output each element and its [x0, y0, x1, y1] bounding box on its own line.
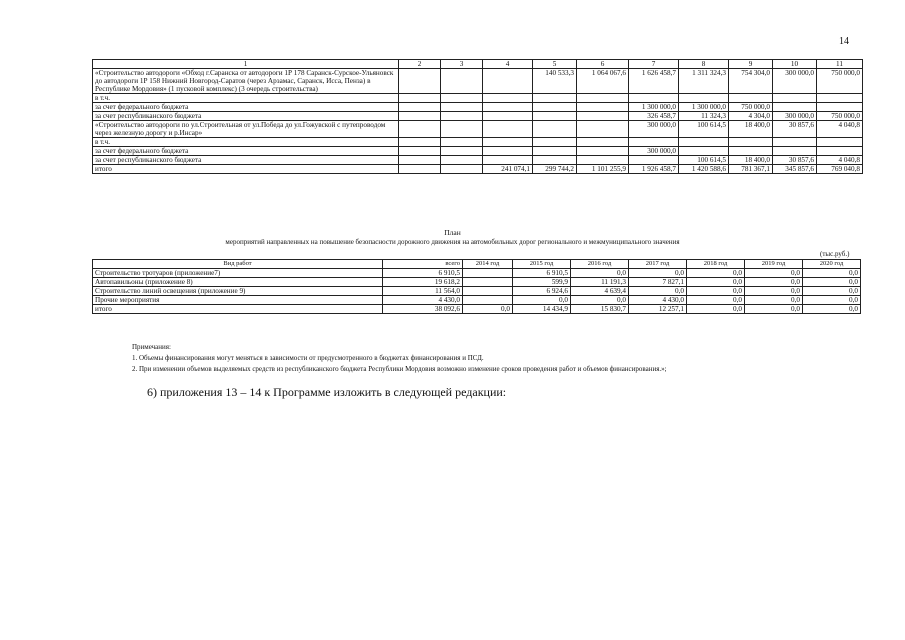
header-cell: 6 [577, 60, 629, 69]
value-cell [629, 138, 679, 147]
value-cell [399, 138, 441, 147]
value-cell [773, 94, 817, 103]
header-cell: 2020 год [803, 260, 861, 269]
header-cell: Вид работ [93, 260, 383, 269]
value-cell: 750 000,0 [729, 103, 773, 112]
value-cell [483, 138, 533, 147]
value-cell [817, 138, 863, 147]
plan-table [92, 259, 861, 314]
value-cell [679, 94, 729, 103]
value-cell: 7 827,1 [629, 278, 687, 287]
header-cell: 4 [483, 60, 533, 69]
value-cell: 140 533,3 [533, 69, 577, 94]
value-cell: 0,0 [687, 278, 745, 287]
note-item: 1. Объемы финансирования могут меняться в зависимости от предусмотренного в бюджетах финансирования и ПСД. [132, 354, 484, 362]
header-cell: 5 [533, 60, 577, 69]
financing-table [92, 59, 863, 174]
value-cell [483, 69, 533, 94]
value-cell: 0,0 [803, 269, 861, 278]
value-cell: 750 000,0 [817, 112, 863, 121]
row-label: Строительство линий освещения (приложение 9) [93, 287, 383, 296]
value-cell: 781 367,1 [729, 165, 773, 174]
value-cell: 0,0 [629, 287, 687, 296]
value-cell: 1 300 000,0 [679, 103, 729, 112]
value-cell: 599,9 [513, 278, 571, 287]
row-label: итого [93, 165, 399, 174]
value-cell [399, 147, 441, 156]
value-cell [399, 103, 441, 112]
value-cell: 1 926 458,7 [629, 165, 679, 174]
value-cell: 15 830,7 [571, 305, 629, 314]
value-cell: 754 304,0 [729, 69, 773, 94]
value-cell: 4 430,0 [383, 296, 463, 305]
value-cell: 0,0 [463, 305, 513, 314]
value-cell: 0,0 [803, 278, 861, 287]
value-cell [441, 103, 483, 112]
value-cell: 1 064 067,6 [577, 69, 629, 94]
table-row [93, 305, 861, 314]
value-cell [577, 121, 629, 138]
value-cell [577, 94, 629, 103]
value-cell [533, 138, 577, 147]
value-cell: 1 420 588,6 [679, 165, 729, 174]
value-cell: 345 857,6 [773, 165, 817, 174]
value-cell: 100 614,5 [679, 121, 729, 138]
value-cell [577, 147, 629, 156]
value-cell [483, 156, 533, 165]
value-cell [773, 103, 817, 112]
value-cell: 0,0 [687, 305, 745, 314]
table-row [93, 103, 863, 112]
row-label: Прочие мероприятия [93, 296, 383, 305]
value-cell: 1 626 458,7 [629, 69, 679, 94]
value-cell: 300 000,0 [629, 147, 679, 156]
value-cell: 0,0 [803, 305, 861, 314]
value-cell: 4 430,0 [629, 296, 687, 305]
value-cell [399, 121, 441, 138]
value-cell: 326 458,7 [629, 112, 679, 121]
row-label: Строительство тротуаров (приложение7) [93, 269, 383, 278]
value-cell: 0,0 [745, 287, 803, 296]
value-cell [679, 147, 729, 156]
value-cell [729, 147, 773, 156]
value-cell: 0,0 [687, 287, 745, 296]
value-cell [577, 138, 629, 147]
value-cell [483, 121, 533, 138]
notes-heading: Примечания: [132, 343, 171, 351]
value-cell: 0,0 [687, 269, 745, 278]
value-cell [441, 112, 483, 121]
value-cell [533, 94, 577, 103]
row-label: за счет республиканского бюджета [93, 156, 399, 165]
table-row [93, 165, 863, 174]
table-row [93, 156, 863, 165]
value-cell: 299 744,2 [533, 165, 577, 174]
value-cell [463, 296, 513, 305]
value-cell: 18 400,0 [729, 121, 773, 138]
row-label: «Строительство автодороги по ул.Строительная от ул.Победа до ул.Гожувской с путепроводом через железную дорогу и р.Инсар» [93, 121, 399, 138]
value-cell: 4 639,4 [571, 287, 629, 296]
value-cell [773, 138, 817, 147]
header-cell: всего [383, 260, 463, 269]
value-cell: 0,0 [803, 287, 861, 296]
value-cell: 4 040,8 [817, 156, 863, 165]
header-cell: 11 [817, 60, 863, 69]
value-cell: 300 000,0 [773, 69, 817, 94]
value-cell [483, 112, 533, 121]
table-row [93, 147, 863, 156]
value-cell [577, 112, 629, 121]
value-cell: 0,0 [803, 296, 861, 305]
value-cell: 19 618,2 [383, 278, 463, 287]
header-cell: 2016 год [571, 260, 629, 269]
value-cell [441, 156, 483, 165]
value-cell: 100 614,5 [679, 156, 729, 165]
row-label: в т.ч. [93, 138, 399, 147]
value-cell [679, 138, 729, 147]
value-cell: 1 311 324,3 [679, 69, 729, 94]
value-cell [441, 94, 483, 103]
row-label: итого [93, 305, 383, 314]
table-row [93, 287, 861, 296]
row-label: за счет федерального бюджета [93, 103, 399, 112]
value-cell: 11 191,3 [571, 278, 629, 287]
value-cell: 300 000,0 [773, 112, 817, 121]
value-cell [729, 94, 773, 103]
value-cell: 1 101 255,9 [577, 165, 629, 174]
row-label: за счет федерального бюджета [93, 147, 399, 156]
value-cell [463, 287, 513, 296]
value-cell [463, 278, 513, 287]
value-cell: 11 324,3 [679, 112, 729, 121]
value-cell [441, 147, 483, 156]
header-cell: 10 [773, 60, 817, 69]
table-row [93, 121, 863, 138]
value-cell [629, 94, 679, 103]
value-cell [629, 156, 679, 165]
value-cell: 4 304,0 [729, 112, 773, 121]
header-cell: 8 [679, 60, 729, 69]
value-cell: 6 910,5 [383, 269, 463, 278]
plan-title: План [444, 228, 461, 237]
value-cell: 38 092,6 [383, 305, 463, 314]
value-cell [817, 103, 863, 112]
amendment-paragraph: 6) приложения 13 – 14 к Программе изложить в следующей редакции: [147, 385, 507, 399]
header-cell: 2019 год [745, 260, 803, 269]
row-label: за счет республиканского бюджета [93, 112, 399, 121]
header-cell: 2 [399, 60, 441, 69]
value-cell: 1 300 000,0 [629, 103, 679, 112]
value-cell: 769 040,8 [817, 165, 863, 174]
value-cell: 0,0 [745, 296, 803, 305]
value-cell [399, 165, 441, 174]
value-cell: 0,0 [745, 278, 803, 287]
value-cell [441, 69, 483, 94]
value-cell [729, 138, 773, 147]
table-header-row [93, 60, 863, 69]
table-row [93, 296, 861, 305]
unit-label: (тыс.руб.) [820, 250, 850, 258]
note-item: 2. При изменении объемов выделяемых средств из республиканского бюджета Республики Мордовия возможно изменение сроков проведения работ и объемов финансирования.»; [132, 365, 667, 373]
header-cell: 3 [441, 60, 483, 69]
value-cell [577, 156, 629, 165]
header-cell: 7 [629, 60, 679, 69]
value-cell [483, 103, 533, 112]
table-row [93, 112, 863, 121]
value-cell [773, 147, 817, 156]
row-label: в т.ч. [93, 94, 399, 103]
plan-subtitle: мероприятий направленных на повышение безопасности дорожного движения на автомобильных дорог регионального и межмуниципального значения [225, 238, 680, 246]
table-row [93, 278, 861, 287]
value-cell: 14 434,9 [513, 305, 571, 314]
value-cell: 30 857,6 [773, 121, 817, 138]
table-row [93, 269, 861, 278]
value-cell [463, 269, 513, 278]
value-cell [533, 112, 577, 121]
header-cell: 2014 год [463, 260, 513, 269]
table-row [93, 69, 863, 94]
value-cell [817, 147, 863, 156]
page-number: 14 [839, 36, 849, 47]
value-cell [577, 103, 629, 112]
value-cell [483, 147, 533, 156]
value-cell: 11 564,0 [383, 287, 463, 296]
value-cell: 4 040,8 [817, 121, 863, 138]
value-cell [441, 121, 483, 138]
header-cell: 2015 год [513, 260, 571, 269]
value-cell [817, 94, 863, 103]
value-cell [399, 156, 441, 165]
row-label: Автопавильоны (приложение 8) [93, 278, 383, 287]
table-header-row [93, 260, 861, 269]
value-cell: 300 000,0 [629, 121, 679, 138]
value-cell: 0,0 [571, 269, 629, 278]
table-row [93, 138, 863, 147]
notes [132, 342, 667, 375]
value-cell: 0,0 [513, 296, 571, 305]
value-cell [533, 103, 577, 112]
value-cell: 750 000,0 [817, 69, 863, 94]
value-cell [441, 138, 483, 147]
header-cell: 9 [729, 60, 773, 69]
value-cell [441, 165, 483, 174]
value-cell: 0,0 [687, 296, 745, 305]
value-cell: 0,0 [745, 269, 803, 278]
row-label: «Строительство автодороги «Обход г.Саранска от автодороги 1Р 178 Саранск-Сурское-Ульяновск до автодороги 1Р 158 Нижний Новгород-Саратов (через Арзамас, Саранск, Исса, Пенза) в Республике Мордовия» (1 пусковой комплекс) (3 очередь строительства) [93, 69, 399, 94]
value-cell: 12 257,1 [629, 305, 687, 314]
header-cell: 2017 год [629, 260, 687, 269]
header-cell: 2018 год [687, 260, 745, 269]
header-cell: 1 [93, 60, 399, 69]
value-cell [399, 112, 441, 121]
value-cell [399, 94, 441, 103]
value-cell: 6 924,6 [513, 287, 571, 296]
value-cell: 0,0 [571, 296, 629, 305]
table-row [93, 94, 863, 103]
value-cell [533, 121, 577, 138]
value-cell: 30 857,6 [773, 156, 817, 165]
value-cell [533, 147, 577, 156]
value-cell: 0,0 [629, 269, 687, 278]
value-cell: 6 910,5 [513, 269, 571, 278]
value-cell: 241 074,1 [483, 165, 533, 174]
value-cell [399, 69, 441, 94]
value-cell: 0,0 [745, 305, 803, 314]
value-cell: 18 400,0 [729, 156, 773, 165]
value-cell [533, 156, 577, 165]
value-cell [483, 94, 533, 103]
